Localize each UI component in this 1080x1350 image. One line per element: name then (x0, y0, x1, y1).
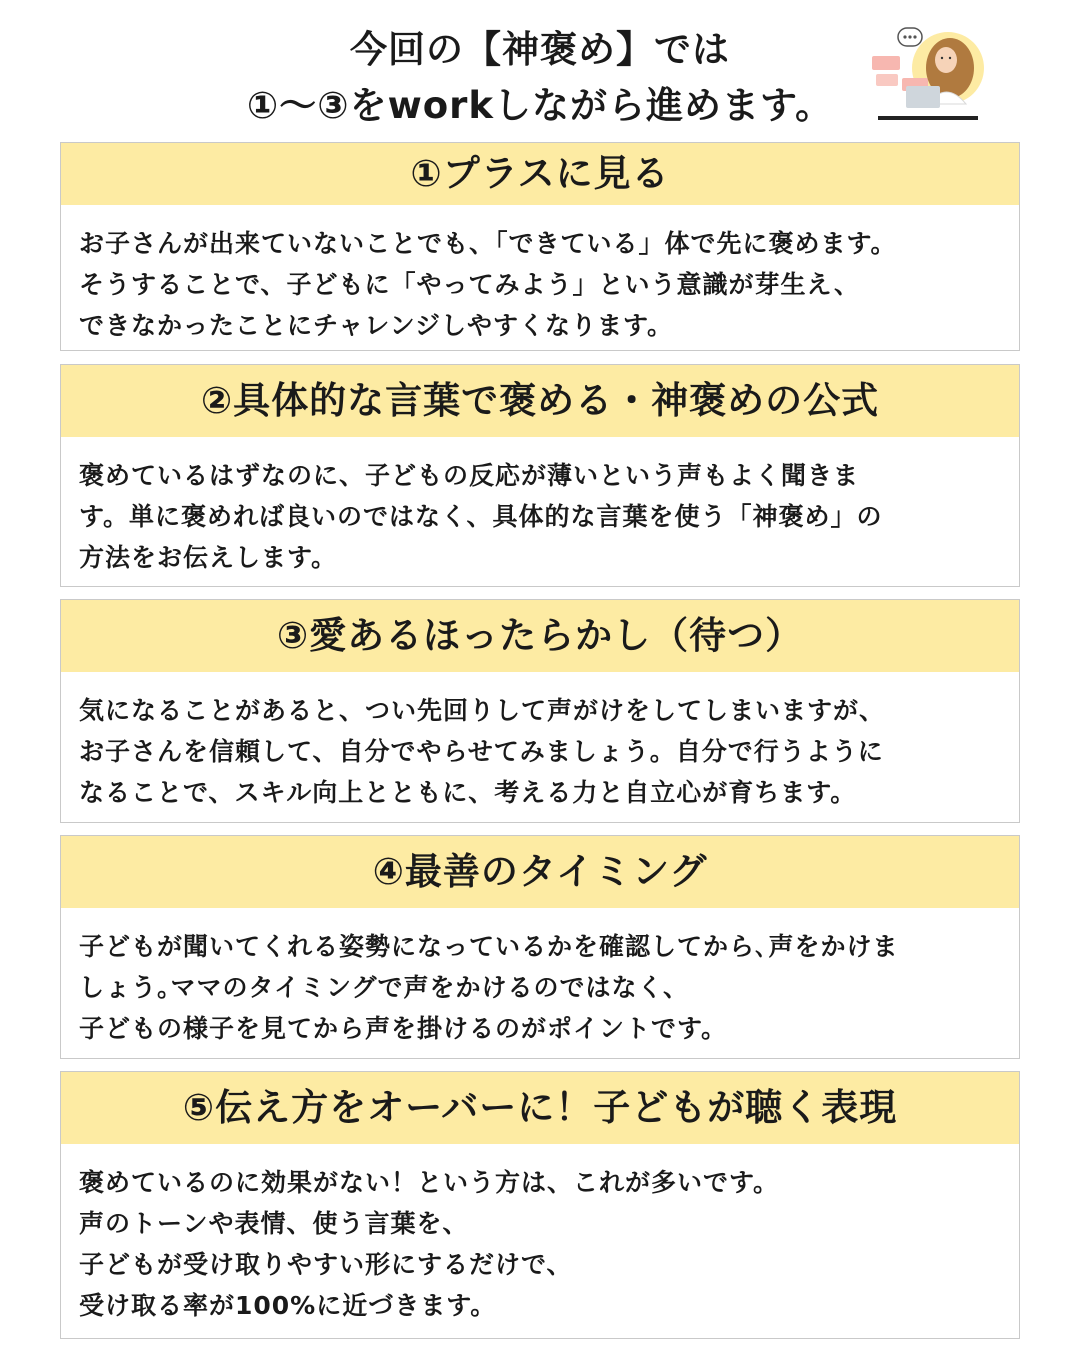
body-line: 褒めているのに効果がない！という方は、これが多いです。 (79, 1168, 780, 1197)
body-line: なることで、スキル向上とともに、考える力と自立心が育ちます。 (79, 778, 857, 807)
body-line: しょう｡ママのタイミングで声をかけるのではなく、 (79, 973, 690, 1002)
body-line: お子さんを信頼して、自分でやらせてみましょう。自分で行うように (79, 737, 884, 766)
woman-thinking-at-laptop-icon (866, 24, 986, 124)
body-line: 方法をお伝えします。 (79, 543, 338, 572)
section-body (61, 205, 1019, 346)
section-title: ⑤伝え方をオーバーに！子どもが聴く表現 (61, 1072, 1019, 1144)
section-title: ②具体的な言葉で褒める・神褒めの公式 (61, 365, 1019, 437)
section-body (61, 672, 1019, 813)
section-title: ①プラスに見る (61, 143, 1019, 205)
section-card-5 (60, 1071, 1020, 1339)
body-line: す。単に褒めれば良いのではなく、具体的な言葉を使う「神褒め」の (79, 502, 883, 531)
section-card-4 (60, 835, 1020, 1059)
section-body (61, 1144, 1019, 1326)
body-line: 褒めているはずなのに、子どもの反応が薄いという声もよく聞きま (79, 461, 860, 490)
section-body (61, 437, 1019, 578)
header-title-line-2: ①〜③をworkしながら進めます。 (246, 84, 834, 127)
section-card-2 (60, 364, 1020, 587)
section-title: ③愛あるほったらかし（待つ） (61, 600, 1019, 672)
body-line: 子どもが受け取りやすい形にするだけで、 (79, 1250, 573, 1279)
header-title-line-1: 今回の【神褒め】では (350, 28, 730, 71)
body-line: できなかったことにチャレンジしやすくなります。 (79, 311, 674, 340)
section-title: ④最善のタイミング (61, 836, 1019, 908)
section-body (61, 908, 1019, 1049)
body-line: 気になることがあると、つい先回りして声がけをしてしまいますが、 (79, 696, 886, 725)
body-line: 子どもの様子を見てから声を掛けるのがポイントです。 (79, 1014, 728, 1043)
body-line: 声のトーンや表情、使う言葉を、 (79, 1209, 469, 1238)
body-line: お子さんが出来ていないことでも、「できている」体で先に褒めます。 (79, 229, 897, 258)
section-card-1 (60, 142, 1020, 351)
body-line: 子どもが聞いてくれる姿勢になっているかを確認してから､声をかけま (79, 932, 899, 961)
body-line: 受け取る率が100%に近づきます。 (79, 1291, 497, 1320)
body-line: そうすることで、子どもに「やってみよう」という意識が芽生え、 (79, 270, 861, 299)
section-card-3 (60, 599, 1020, 823)
